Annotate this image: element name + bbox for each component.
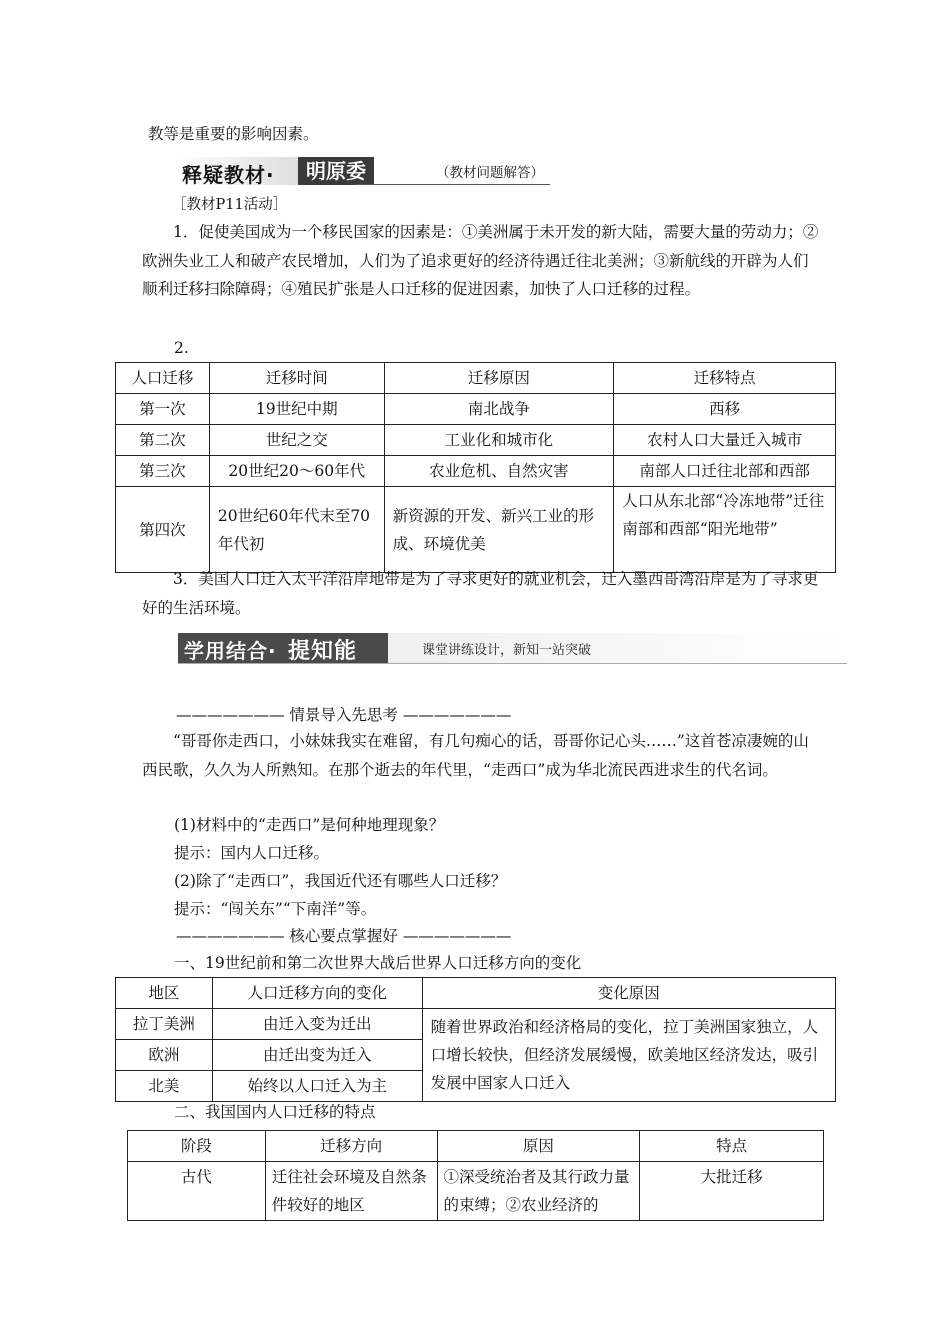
table-header-cell: 原因 xyxy=(437,1131,640,1162)
table-header-cell: 变化原因 xyxy=(422,978,835,1009)
domestic-migration-table xyxy=(127,1130,824,1221)
question-2: (2)除了“走西口”，我国近代还有哪些人口迁移？ xyxy=(174,872,507,890)
table-header-cell: 特点 xyxy=(640,1131,824,1162)
table-cell: 农业危机、自然灾害 xyxy=(384,456,614,487)
direction-change-table xyxy=(115,977,836,1102)
scene-divider: ——————— 情景导入先思考 ——————— xyxy=(176,706,512,724)
table-cell-reason: 随着世界政治和经济格局的变化，拉丁美洲国家独立，人口增长较快，但经济发展缓慢，欧美地区经济发达，吸引发展中国家人口迁入 xyxy=(422,1009,835,1102)
table-header-row xyxy=(116,363,836,394)
banner-rule xyxy=(354,184,550,185)
table-row xyxy=(116,394,836,425)
table-cell: 南北战争 xyxy=(384,394,614,425)
table-cell: 第二次 xyxy=(116,425,210,456)
table-cell: 新资源的开发、新兴工业的形成、环境优美 xyxy=(384,487,614,573)
banner-subtitle: 课堂讲练设计，新知一站突破 xyxy=(422,643,592,658)
answer-hint-1: 提示：国内人口迁移。 xyxy=(174,844,330,862)
table-cell: 人口从东北部“冷冻地带”迁往南部和西部“阳光地带” xyxy=(614,487,836,573)
banner-title-part2: 提知能 xyxy=(288,639,358,664)
banner-title-part2: 明原委 xyxy=(298,157,374,185)
table-header-cell: 人口迁移 xyxy=(116,363,210,394)
section-banner-practice xyxy=(178,633,847,663)
table-cell: 第四次 xyxy=(116,487,210,573)
table-header-cell: 地区 xyxy=(116,978,213,1009)
table-cell: 古代 xyxy=(128,1162,266,1221)
section-banner-explain xyxy=(178,157,550,187)
answer-3: 3．美国人口迁入太平洋沿岸地带是为了寻求更好的就业机会，迁入墨西哥湾沿岸是为了寻求更好的生活环境。 xyxy=(142,570,819,617)
textbook-reference: ［教材P11活动］ xyxy=(172,197,288,213)
core-heading-2: 二、我国国内人口迁移的特点 xyxy=(174,1103,376,1121)
table-cell: 第一次 xyxy=(116,394,210,425)
table-cell: 第三次 xyxy=(116,456,210,487)
table-header-row xyxy=(116,978,836,1009)
banner-title-part1: 学用结合· xyxy=(184,639,277,663)
banner-rule xyxy=(178,663,847,664)
table-header-cell: 迁移方向 xyxy=(265,1131,437,1162)
table-cell: 迁往社会环境及自然条件较好的地区 xyxy=(265,1162,437,1221)
table-cell: 20世纪60年代末至70年代初 xyxy=(209,487,384,573)
table-header-cell: 迁移时间 xyxy=(209,363,384,394)
table-header-cell: 迁移特点 xyxy=(614,363,836,394)
banner-title-part1: 释疑教材· xyxy=(182,163,275,187)
question-1: (1)材料中的“走西口”是何种地理现象？ xyxy=(174,816,445,834)
table-cell: 20世纪20～60年代 xyxy=(209,456,384,487)
table-cell: 由迁入变为迁出 xyxy=(212,1009,422,1040)
table-cell: 欧洲 xyxy=(116,1040,213,1071)
core-heading-1: 一、19世纪前和第二次世界大战后世界人口迁移方向的变化 xyxy=(174,954,582,972)
table-cell: 始终以人口迁入为主 xyxy=(212,1071,422,1102)
table-cell: 拉丁美洲 xyxy=(116,1009,213,1040)
table-cell: 由迁出变为迁入 xyxy=(212,1040,422,1071)
core-divider: ——————— 核心要点掌握好 ——————— xyxy=(176,927,512,945)
table-cell: 西移 xyxy=(614,394,836,425)
table-cell: 北美 xyxy=(116,1071,213,1102)
table-header-cell: 人口迁移方向的变化 xyxy=(212,978,422,1009)
table-row xyxy=(128,1162,824,1221)
top-fragment: 教等是重要的影响因素。 xyxy=(148,125,319,143)
table-cell: 农村人口大量迁入城市 xyxy=(614,425,836,456)
table-row xyxy=(116,425,836,456)
table-cell: 世纪之交 xyxy=(209,425,384,456)
table-header-cell: 迁移原因 xyxy=(384,363,614,394)
table-cell: ①深受统治者及其行政力量的束缚；②农业经济的 xyxy=(437,1162,640,1221)
table-row xyxy=(116,1009,836,1040)
table-row xyxy=(116,456,836,487)
table-cell: 工业化和城市化 xyxy=(384,425,614,456)
answer-1: 1．促使美国成为一个移民国家的因素是：①美洲属于未开发的新大陆，需要大量的劳动力；②欧洲失业工人和破产农民增加，人们为了追求更好的经济待遇迁往北美洲；③新航线的开辟为人们顺利迁移扫除障碍；④殖民扩张是人口迁移的促进因素，加快了人口迁移的过程。 xyxy=(142,223,819,298)
answer-2-label: 2. xyxy=(174,339,189,357)
table-row xyxy=(116,487,836,573)
table-header-row xyxy=(128,1131,824,1162)
table-cell: 19世纪中期 xyxy=(209,394,384,425)
migration-table xyxy=(115,362,836,573)
table-header-cell: 阶段 xyxy=(128,1131,266,1162)
answer-hint-2: 提示：“闯关东”“下南洋”等。 xyxy=(174,900,377,918)
scene-intro: “哥哥你走西口，小妹妹我实在难留，有几句痴心的话，哥哥你记心头……”这首苍凉凄婉的山西民歌，久久为人所熟知。在那个逝去的年代里，“走西口”成为华北流民西进求生的代名词。 xyxy=(142,732,809,779)
banner-subtitle: （教材问题解答） xyxy=(436,165,544,181)
table-cell: 南部人口迁往北部和西部 xyxy=(614,456,836,487)
table-cell: 大批迁移 xyxy=(640,1162,824,1221)
